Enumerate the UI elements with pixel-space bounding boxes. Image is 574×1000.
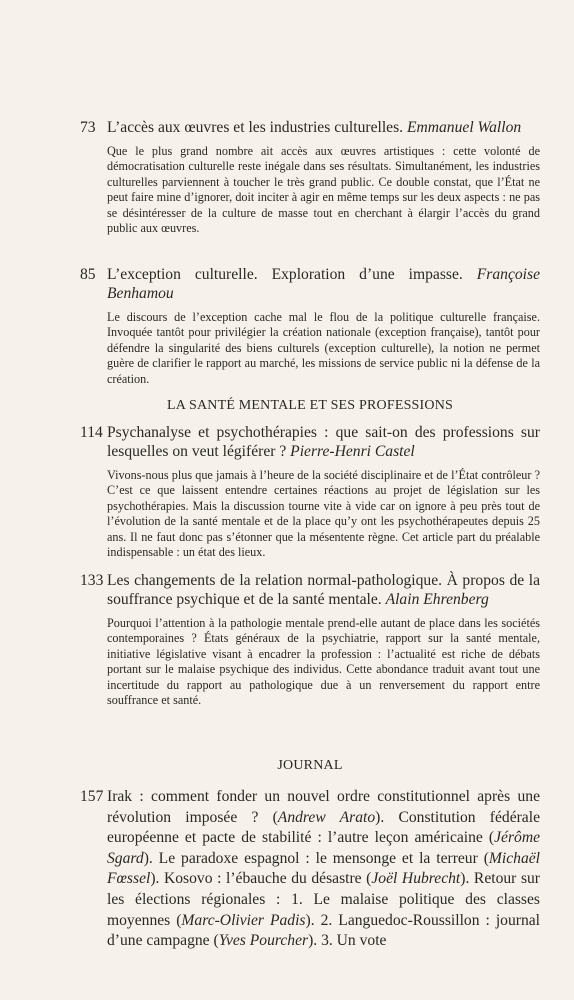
entry-description: Le discours de l’exception cache mal le flou de la politique culturelle française. Invoquée tantôt pour privilégier la création nationale (exception française), tantôt pour défendre la singularité des biens culturels (exception culturelle), la notion ne permet guère de clarifier le rapport au marché, les missions de service public ni la défense de la création.	[107, 310, 540, 386]
entry-description: Pourquoi l’attention à la pathologie mentale prend-elle autant de place dans les sociétés contemporaines ? États généraux de la psychiatrie, rapport sur la santé mentale, initiative législative visant à encadrer la profession : l’actualité est riche de débats portant sur le malaise psychique des individus. Cette abondance traduit avant tout une incertitude du rapport au pathologique due à un renversement du rapport entre souffrance et santé.	[107, 616, 540, 708]
journal-segment: ). Kosovo : l’ébauche du désastre (	[150, 870, 372, 888]
entry-title: Les changements de la relation normal-pathologique. À propos de la souffrance psychique et de la santé mentale.	[107, 572, 540, 608]
journal-segment: ). 2. Languedoc-Roussillon : journal d’une campagne (	[107, 911, 540, 950]
journal-segment: ). Constitution fédérale européenne et pacte de stabilité : l’autre leçon américaine (	[107, 808, 540, 847]
entry-author: Françoise Benhamou	[107, 266, 540, 302]
entry-author: Emmanuel Wallon	[406, 119, 522, 136]
section-heading: JOURNAL	[277, 758, 343, 773]
page-number: 133	[80, 572, 104, 589]
page-number: 114	[80, 424, 103, 441]
journal-author: Andrew Arato	[277, 808, 376, 826]
journal-author: Jérôme Sgard	[107, 829, 540, 867]
journal-segment: ). Le paradoxe espagnol : le mensonge et la terreur (	[143, 849, 489, 867]
entry-title-line	[107, 265, 540, 303]
journal-segment: Irak : comment fonder un nouvel ordre constitutionnel après une révolution imposée ? (	[107, 788, 540, 826]
entry-title-line	[107, 571, 540, 609]
journal-segment: ). Retour sur les élections régionales : 1. Le malaise politique des classes moyennes (	[107, 870, 541, 929]
journal-author: Joël Hubrecht	[371, 870, 461, 888]
entry-description: Vivons-nous plus que jamais à l’heure de la société disciplinaire et de l’État contrôleur ? C’est ce que laissent entendre certaines réactions au projet de législation sur les psychothérapies. Mais la discussion tourne vite à vide car on ignore à peu près tout de l’évolution de la santé mentale et de la place qu’y ont les psychothérapeutes depuis 25 ans. Il ne faut donc pas s’étonner que la mésentente règne. Cet article part du préalable indispensable : un état des lieux.	[107, 468, 540, 560]
page-number: 73	[80, 119, 96, 136]
toc-entry	[80, 118, 540, 236]
journal-author: Yves Pourcher	[218, 932, 309, 950]
toc-entry	[80, 265, 540, 387]
page-number: 85	[80, 266, 96, 283]
journal-text	[107, 787, 540, 952]
journal-segment: ). 3. Un vote	[308, 932, 387, 950]
toc-entry	[80, 571, 540, 708]
journal-author: Marc-Olivier Padis	[181, 911, 306, 929]
entry-title: L’exception culturelle. Exploration d’une impasse.	[107, 266, 463, 283]
section-heading: LA SANTÉ MENTALE ET SES PROFESSIONS	[166, 398, 454, 413]
entry-author: Pierre-Henri Castel	[290, 443, 415, 460]
journal-entry	[80, 787, 540, 952]
journal-author: Michaël Fœssel	[107, 849, 540, 888]
entry-title: L’accès aux œuvres et les industries culturelles.	[107, 119, 404, 136]
entry-title-line	[107, 423, 540, 461]
entry-author: Alain Ehrenberg	[385, 591, 489, 608]
entry-title: Psychanalyse et psychothérapies : que sait-on des professions sur lesquelles on veut légiférer ?	[107, 424, 540, 460]
entry-title-line	[107, 118, 540, 137]
toc-entry	[80, 423, 540, 560]
page-number: 157	[80, 788, 104, 805]
entry-description: Que le plus grand nombre ait accès aux œuvres artistiques : cette volonté de démocratisation culturelle reste inégale dans ses résultats. Simultanément, les industries culturelles parviennent à toucher le très grand public. Ce double constat, que l’État ne peut faire mine d’ignorer, doit inciter à agir en même temps sur les deux aspects : ne pas se désintéresser de la culture de masse tout en cherchant à élargir l’accès du grand public aux œuvres.	[107, 144, 540, 236]
